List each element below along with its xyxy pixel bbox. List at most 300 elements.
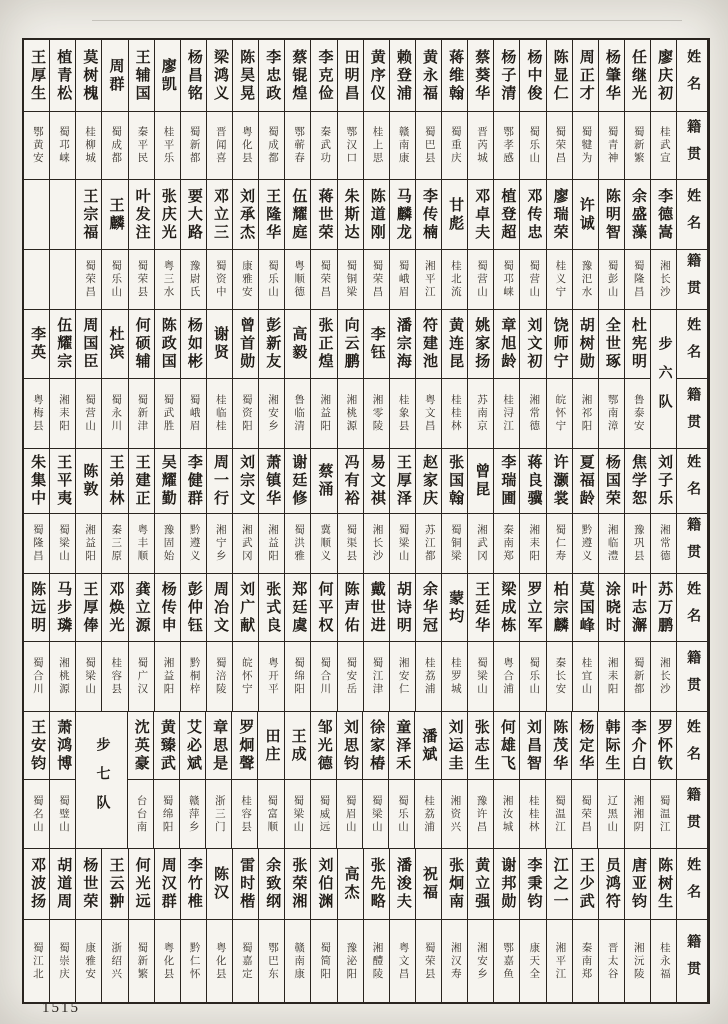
origin-cell — [364, 642, 389, 711]
person-column — [181, 180, 207, 309]
person-origin: 蜀青神 — [606, 126, 618, 165]
person-origin: 蜀彭山 — [606, 260, 618, 299]
name-cell — [76, 449, 101, 514]
person-origin: 蜀犍为 — [580, 126, 592, 165]
person-column — [625, 180, 651, 309]
person-name: 全世琢 — [603, 317, 620, 371]
person-name: 杨定华 — [577, 718, 594, 773]
person-origin: 蜀梁山 — [84, 657, 96, 696]
name-cell — [207, 310, 232, 379]
person-origin: 湘长沙 — [658, 260, 670, 299]
person-origin: 蜀荣昌 — [371, 260, 383, 299]
person-column — [129, 310, 155, 448]
origin-cell — [206, 780, 231, 848]
person-name: 朱集中 — [29, 454, 46, 508]
person-column — [390, 310, 416, 448]
person-name: 蔡锟煌 — [290, 48, 307, 103]
name-cell — [155, 849, 180, 920]
person-column — [416, 849, 442, 1002]
origin-cell — [50, 514, 75, 573]
person-origin: 湘零陵 — [371, 394, 383, 433]
person-column — [129, 449, 155, 573]
name-cell — [155, 180, 180, 250]
origin-cell — [390, 112, 415, 179]
name-cell — [129, 40, 154, 112]
table-band — [24, 310, 708, 449]
person-column — [494, 40, 520, 179]
name-cell — [129, 574, 154, 642]
origin-cell — [572, 780, 597, 848]
person-name: 蒋维翰 — [447, 48, 464, 103]
origin-cell — [50, 780, 75, 848]
name-cell — [259, 310, 284, 379]
person-origin: 秦武功 — [319, 126, 331, 165]
origin-header-cell — [677, 642, 707, 711]
person-name: 王弟林 — [107, 454, 124, 508]
person-name: 陈显仁 — [551, 48, 568, 103]
person-column — [259, 180, 285, 309]
person-name: 杨传申 — [159, 580, 176, 635]
name-cell — [520, 849, 545, 920]
origin-cell — [180, 780, 205, 848]
origin-cell — [24, 514, 49, 573]
person-column — [651, 449, 677, 573]
person-origin: 湘益阳 — [266, 524, 278, 563]
person-column — [599, 40, 625, 179]
person-name: 邹光德 — [315, 718, 332, 773]
origin-cell — [155, 920, 180, 1002]
person-name: 李健群 — [185, 454, 202, 508]
name-cell — [76, 40, 101, 112]
origin-cell — [258, 780, 283, 848]
person-name: 周冶文 — [211, 580, 228, 635]
origin-cell — [468, 642, 493, 711]
person-column — [494, 449, 520, 573]
origin-cell — [337, 780, 362, 848]
person-name: 周一行 — [211, 454, 228, 508]
unit-cell — [76, 712, 127, 848]
origin-cell — [416, 642, 441, 711]
person-column — [337, 712, 363, 848]
person-origin: 蜀名山 — [31, 794, 43, 834]
person-name: 王少武 — [577, 857, 594, 911]
origin-cell — [364, 112, 389, 179]
unit-cell-inner — [651, 310, 676, 448]
origin-cell — [50, 642, 75, 711]
person-origin: 秦三原 — [110, 524, 122, 563]
person-origin: 蜀峨眉 — [397, 260, 409, 299]
name-cell — [416, 180, 441, 250]
person-origin: 湘武冈 — [240, 524, 252, 563]
name-cell — [311, 574, 336, 642]
person-origin: 蜀眉山 — [344, 794, 356, 834]
name-cell — [390, 180, 415, 250]
name-cell — [50, 180, 75, 250]
origin-cell — [468, 250, 493, 309]
person-origin: 皖怀宁 — [554, 394, 566, 433]
name-cell — [24, 712, 49, 780]
person-name: 唐亚钧 — [629, 857, 646, 911]
person-column — [599, 849, 625, 1002]
person-origin: 鄂蕲春 — [293, 126, 305, 165]
person-origin: 湘汝城 — [501, 794, 513, 834]
person-column — [259, 449, 285, 573]
origin-cell — [468, 112, 493, 179]
person-origin: 蜀乐山 — [528, 657, 540, 696]
person-column — [181, 849, 207, 1002]
origin-cell — [573, 920, 598, 1002]
name-cell — [547, 574, 572, 642]
person-origin: 蜀邛崃 — [502, 260, 514, 299]
person-column — [259, 40, 285, 179]
origin-cell — [547, 642, 572, 711]
origin-cell — [390, 379, 415, 448]
name-cell — [337, 712, 362, 780]
name-cell — [625, 310, 650, 379]
name-cell — [625, 712, 650, 780]
person-column — [181, 449, 207, 573]
person-origin: 蜀荣昌 — [319, 260, 331, 299]
person-origin: 鄂孝感 — [502, 126, 514, 165]
person-column — [50, 712, 76, 848]
unit-label: 步七队 — [94, 736, 110, 824]
person-column — [442, 712, 468, 848]
origin-cell — [651, 780, 676, 848]
person-name: 陈汉 — [211, 866, 228, 902]
person-column — [233, 849, 259, 1002]
person-name: 员鸿符 — [603, 857, 620, 911]
person-column — [651, 712, 677, 848]
person-column — [547, 574, 573, 711]
person-name: 龚立源 — [133, 580, 150, 635]
name-header-cell — [677, 849, 707, 920]
name-cell — [76, 310, 101, 379]
origin-cell — [155, 379, 180, 448]
person-column — [599, 449, 625, 573]
person-origin: 蜀梁山 — [370, 794, 382, 834]
person-name: 刘承杰 — [238, 187, 255, 242]
person-column — [102, 310, 128, 448]
row-header-column — [677, 310, 708, 448]
origin-cell — [520, 379, 545, 448]
person-origin: 蜀绵阳 — [293, 657, 305, 696]
person-name: 高杰 — [342, 866, 359, 902]
person-name: 姚家扬 — [473, 317, 490, 371]
person-origin: 粤文昌 — [397, 941, 409, 981]
name-cell — [50, 40, 75, 112]
person-column — [76, 449, 102, 573]
origin-cell — [625, 642, 650, 711]
person-column — [76, 849, 102, 1002]
name-cell — [181, 180, 206, 250]
origin-cell — [154, 780, 179, 848]
name-cell — [651, 574, 676, 642]
name-cell — [258, 712, 283, 780]
person-column — [598, 712, 624, 848]
person-name: 张正煌 — [316, 317, 333, 371]
person-name: 要大路 — [185, 187, 202, 242]
table-band — [24, 449, 708, 574]
row-header-column — [677, 449, 708, 573]
person-origin: 蜀隆昌 — [632, 260, 644, 299]
person-column — [338, 574, 364, 711]
person-column — [364, 180, 390, 309]
person-origin: 蜀温江 — [658, 794, 670, 834]
origin-cell — [547, 514, 572, 573]
origin-cell — [102, 920, 127, 1002]
person-origin: 蜀乐山 — [397, 794, 409, 834]
person-column — [207, 310, 233, 448]
name-cell — [494, 849, 519, 920]
origin-cell — [285, 920, 310, 1002]
person-origin: 桂容县 — [240, 794, 252, 834]
person-column — [390, 180, 416, 309]
origin-cell — [102, 250, 127, 309]
person-column — [285, 849, 311, 1002]
person-origin: 蜀温江 — [553, 794, 565, 834]
person-name: 刘广献 — [238, 580, 255, 635]
person-origin: 桂荔浦 — [423, 794, 435, 834]
person-column — [76, 310, 102, 448]
name-cell — [207, 849, 232, 920]
name-cell — [311, 40, 336, 112]
name-cell — [338, 180, 363, 250]
person-origin: 粤化县 — [214, 941, 226, 981]
person-column — [207, 849, 233, 1002]
origin-cell — [573, 642, 598, 711]
name-cell — [599, 449, 624, 514]
name-header-cell — [677, 449, 707, 514]
origin-cell — [259, 642, 284, 711]
person-column — [338, 310, 364, 448]
person-column — [285, 310, 311, 448]
person-column — [572, 712, 598, 848]
origin-cell — [129, 514, 154, 573]
person-column — [625, 449, 651, 573]
person-column — [390, 40, 416, 179]
origin-cell — [390, 920, 415, 1002]
person-name: 吴耀勤 — [159, 454, 176, 508]
origin-cell — [573, 112, 598, 179]
name-cell — [442, 180, 467, 250]
origin-cell — [573, 514, 598, 573]
roster-table — [22, 38, 710, 1004]
name-cell — [468, 40, 493, 112]
person-column — [547, 180, 573, 309]
table-band — [24, 712, 708, 849]
person-origin: 蜀乐山 — [110, 260, 122, 299]
page-number: 1515 — [42, 1000, 80, 1016]
person-origin: 苏江都 — [423, 524, 435, 563]
person-origin: 桂武宣 — [658, 126, 670, 165]
origin-cell — [311, 642, 336, 711]
person-column — [311, 574, 337, 711]
name-header-cell — [677, 40, 707, 112]
person-name: 周群 — [107, 57, 124, 94]
person-column — [285, 180, 311, 309]
origin-cell — [259, 379, 284, 448]
person-name: 李瑞圃 — [499, 454, 516, 508]
table-band — [24, 40, 708, 180]
name-cell — [233, 310, 258, 379]
name-cell — [625, 574, 650, 642]
person-column — [416, 40, 442, 179]
person-name: 周正才 — [577, 48, 594, 103]
name-cell — [50, 712, 75, 780]
name-cell — [364, 180, 389, 250]
person-name: 戴世进 — [368, 580, 385, 635]
name-cell — [573, 574, 598, 642]
person-origin: 鲁泰安 — [632, 394, 644, 433]
person-origin: 湘安乡 — [475, 941, 487, 981]
row-header-column — [677, 712, 708, 848]
name-header-label: 姓名 — [685, 48, 701, 103]
person-column — [285, 574, 311, 711]
person-origin: 鲁临清 — [293, 394, 305, 433]
name-cell — [24, 180, 49, 250]
person-column — [24, 40, 50, 179]
person-name: 王厚泽 — [394, 454, 411, 508]
person-name: 余盛藻 — [629, 187, 646, 242]
origin-cell — [573, 250, 598, 309]
person-column — [364, 849, 390, 1002]
person-origin: 桂柳城 — [84, 126, 96, 165]
origin-cell — [76, 250, 101, 309]
person-column — [338, 849, 364, 1002]
person-name: 伍耀庭 — [290, 187, 307, 242]
person-name: 潘宗海 — [394, 317, 411, 371]
person-origin: 蜀成都 — [110, 126, 122, 165]
person-column — [102, 449, 128, 573]
person-name: 柏宗麟 — [551, 580, 568, 635]
name-cell — [573, 310, 598, 379]
origin-cell — [494, 379, 519, 448]
person-origin: 黔桐梓 — [188, 657, 200, 696]
person-name: 杨中俊 — [525, 48, 542, 103]
name-cell — [155, 310, 180, 379]
person-column — [468, 310, 494, 448]
person-name: 王云翀 — [107, 857, 124, 911]
person-name: 蒋良骥 — [525, 454, 542, 508]
origin-cell — [50, 379, 75, 448]
origin-cell — [547, 379, 572, 448]
person-name: 邓焕光 — [107, 580, 124, 635]
origin-cell — [547, 920, 572, 1002]
person-origin: 湘资兴 — [449, 794, 461, 834]
person-origin: 蜀仁寿 — [554, 524, 566, 563]
origin-cell — [389, 780, 414, 848]
name-cell — [599, 180, 624, 250]
person-origin: 浙绍兴 — [110, 941, 122, 981]
person-origin: 晋太谷 — [606, 941, 618, 981]
name-cell — [181, 574, 206, 642]
origin-cell — [442, 642, 467, 711]
origin-cell — [24, 379, 49, 448]
name-cell — [651, 449, 676, 514]
origin-cell — [311, 112, 336, 179]
person-name: 潘浚夫 — [394, 857, 411, 911]
name-cell — [102, 449, 127, 514]
person-name: 王厚生 — [29, 48, 46, 103]
person-name: 王安钧 — [29, 718, 46, 773]
person-origin: 湘宁乡 — [214, 524, 226, 563]
origin-cell — [416, 514, 441, 573]
person-column — [442, 574, 468, 711]
person-name: 王辅国 — [133, 48, 150, 103]
person-column — [546, 712, 572, 848]
origin-cell — [599, 112, 624, 179]
name-cell — [390, 449, 415, 514]
person-name: 王宗福 — [81, 187, 98, 242]
person-column — [338, 449, 364, 573]
person-origin: 豫巩县 — [632, 524, 644, 563]
name-cell — [233, 849, 258, 920]
name-header-label: 姓名 — [685, 580, 701, 635]
person-column — [155, 310, 181, 448]
person-column — [181, 40, 207, 179]
person-column — [547, 310, 573, 448]
origin-cell — [625, 780, 650, 848]
person-name: 邓波扬 — [29, 857, 46, 911]
person-name: 沈英豪 — [132, 718, 149, 773]
person-column — [468, 40, 494, 179]
origin-cell — [311, 514, 336, 573]
person-origin: 赣萍乡 — [187, 794, 199, 834]
person-origin: 桂北流 — [449, 260, 461, 299]
person-origin: 湘益阳 — [162, 657, 174, 696]
name-cell — [338, 310, 363, 379]
origin-cell — [547, 112, 572, 179]
origin-cell — [494, 514, 519, 573]
name-cell — [259, 449, 284, 514]
name-cell — [24, 574, 49, 642]
name-cell — [442, 574, 467, 642]
name-cell — [311, 849, 336, 920]
person-name: 伍耀宗 — [55, 317, 72, 371]
person-column — [573, 449, 599, 573]
person-name: 李钰 — [368, 326, 385, 362]
person-origin: 鄂汉口 — [345, 126, 357, 165]
origin-cell — [259, 250, 284, 309]
person-name: 叶志澥 — [629, 580, 646, 635]
name-cell — [181, 310, 206, 379]
person-name: 廖庆初 — [656, 48, 673, 103]
origin-cell — [102, 642, 127, 711]
person-name: 杨国荣 — [603, 454, 620, 508]
person-column — [338, 40, 364, 179]
person-origin: 粤化县 — [240, 126, 252, 165]
row-header-column — [677, 574, 708, 711]
name-cell — [625, 849, 650, 920]
origin-cell — [76, 514, 101, 573]
origin-cell — [24, 250, 49, 309]
origin-cell — [599, 920, 624, 1002]
person-name: 何雄飞 — [498, 718, 515, 773]
origin-cell — [207, 514, 232, 573]
person-name: 陈声佑 — [342, 580, 359, 635]
origin-cell — [76, 112, 101, 179]
person-name: 杨世荣 — [81, 857, 98, 911]
origin-cell — [338, 379, 363, 448]
person-origin: 蜀梁山 — [292, 794, 304, 834]
origin-cell — [76, 920, 101, 1002]
person-column — [24, 310, 50, 448]
name-cell — [599, 310, 624, 379]
name-cell — [390, 40, 415, 112]
person-origin: 桂桂林 — [449, 394, 461, 433]
name-cell — [442, 40, 467, 112]
origin-cell — [625, 920, 650, 1002]
